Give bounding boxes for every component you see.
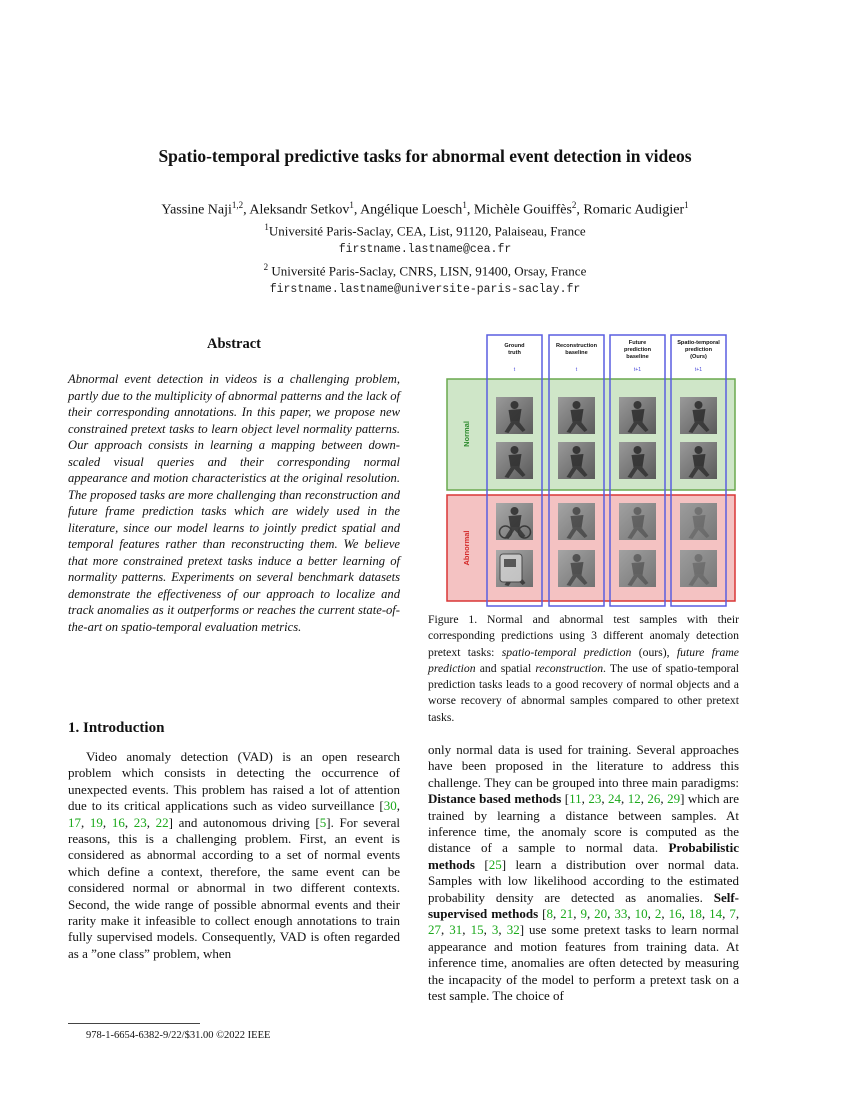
citation-link[interactable]: 15 bbox=[470, 922, 484, 938]
intro-right-column bbox=[428, 742, 739, 1005]
text-run: [ bbox=[538, 906, 547, 922]
citation-link[interactable]: 10 bbox=[634, 906, 648, 922]
column-header-label: prediction bbox=[684, 347, 713, 353]
text-run: , bbox=[621, 791, 628, 807]
author-affiliation-sup: 1 bbox=[349, 200, 354, 210]
prediction-blur-overlay bbox=[558, 503, 595, 540]
affiliation-2 bbox=[0, 262, 850, 279]
affiliation-2-text: Université Paris-Saclay, CNRS, LISN, 91400, Orsay, France bbox=[268, 263, 587, 279]
citation-link[interactable]: 16 bbox=[111, 814, 125, 830]
affiliation-1-text: Université Paris-Saclay, CEA, List, 91120, Palaiseau, France bbox=[268, 223, 586, 239]
author-affiliation-sup: 1,2 bbox=[231, 200, 244, 210]
text-run: , bbox=[701, 906, 710, 922]
column-header-label: (Ours) bbox=[690, 354, 707, 360]
text-run: , bbox=[146, 814, 156, 830]
prediction-blur-overlay bbox=[619, 550, 656, 587]
text-run: , bbox=[735, 906, 740, 922]
figure-1-graphic bbox=[444, 334, 738, 608]
text-run: , bbox=[661, 906, 669, 922]
text-run: (ours), bbox=[631, 645, 677, 659]
author-name: Michèle Gouiffès bbox=[473, 202, 572, 218]
row-label-normal: Normal bbox=[462, 421, 471, 447]
text-run: only normal data is used for training. Several approaches have been proposed in the literature to address this challenge. They can be grouped into three main paradigms: bbox=[428, 742, 739, 790]
affiliation-1-sup: 1 bbox=[264, 222, 269, 232]
italic-term: future frame prediction bbox=[428, 645, 739, 675]
column-header-label: baseline bbox=[626, 354, 649, 360]
citation-link[interactable]: 20 bbox=[594, 906, 608, 922]
copyright-footnote: 978-1-6654-6382-9/22/$31.00 ©2022 IEEE bbox=[86, 1030, 271, 1041]
citation-link[interactable]: 23 bbox=[588, 791, 602, 807]
citation-link[interactable]: 19 bbox=[89, 814, 103, 830]
text-run: [ bbox=[474, 856, 489, 872]
citation-link[interactable]: 12 bbox=[627, 791, 641, 807]
section-heading-introduction: 1. Introduction bbox=[68, 720, 165, 736]
bold-term: Self-supervised methods bbox=[428, 889, 739, 922]
text-run: ] learn a distribution over normal data. Samples with low likelihood according to the estimated probability density are detected as anomalies. bbox=[428, 856, 739, 905]
text-run: , bbox=[601, 791, 609, 807]
column-time-label: t+1 bbox=[694, 367, 703, 373]
text-run: [ bbox=[561, 791, 570, 807]
text-run: , bbox=[660, 791, 668, 807]
citation-link[interactable]: 29 bbox=[667, 791, 681, 807]
figure-1-caption bbox=[428, 612, 739, 726]
intro-paragraph-left bbox=[68, 749, 400, 962]
text-run: ]. For several reasons, this is a challenging problem. First, an event is considered as abnormal according to a set of normal events which define a context, therefore, the same event can be considered normal or abnormal in two different contexts. Second, the wide range of possible abnormal events and their rarity make it infeasible to collect enough annotations to train fully supervised models. Consequently, VAD is often regarded as a ”one class” problem, when bbox=[68, 814, 401, 961]
text-run: , bbox=[573, 906, 581, 922]
abstract-heading: Abstract bbox=[207, 336, 261, 352]
citation-link[interactable]: 24 bbox=[608, 791, 622, 807]
column-header-label: Ground bbox=[504, 343, 525, 349]
citation-link[interactable]: 7 bbox=[729, 906, 736, 922]
citation-link[interactable]: 5 bbox=[319, 814, 327, 830]
citation-link[interactable]: 31 bbox=[449, 922, 463, 938]
abstract-text: Abnormal event detection in videos is a challenging problem, partly due to the multiplicity of abnormal patterns and the lack of their corresponding annotations. In this paper, we propose new constrained pretext tasks to learn object level normality patterns. Our approach consists in learning a mapping between down-scaled visual queries and their corresponding normal appearance and motion characteristics at the original resolution. The proposed tasks are more challenging than reconstruction and future frame prediction tasks which are widely used in the literature, since our model learns to jointly predict spatial and temporal features rather than reconstructing them. We believe that more constrained pretext tasks induce a better learning of normality patterns. Experiments on several benchmark datasets demonstrate the effectiveness of our approach to localize and track anomalies as it outperforms or reaches the current state-of-the-art on spatio-temporal evaluation metrics. bbox=[68, 372, 400, 634]
prediction-blur-overlay bbox=[558, 550, 595, 587]
intro-paragraph-right bbox=[428, 742, 739, 1005]
citation-link[interactable]: 2 bbox=[654, 906, 662, 922]
citation-link[interactable]: 11 bbox=[569, 791, 582, 807]
text-run: , bbox=[462, 922, 471, 938]
citation-link[interactable]: 32 bbox=[506, 922, 520, 938]
citation-link[interactable]: 3 bbox=[491, 922, 499, 938]
citation-link[interactable]: 30 bbox=[383, 798, 397, 814]
citation-link[interactable]: 21 bbox=[560, 906, 574, 922]
text-run: and spatial bbox=[475, 661, 536, 675]
author-affiliation-sup: 2 bbox=[571, 200, 577, 210]
text-run: Figure 1. Normal and abnormal test samples with their corresponding predictions using 3 different anomaly detection pretext tasks: bbox=[428, 613, 739, 659]
citation-link[interactable]: 27 bbox=[428, 922, 441, 938]
citation-link[interactable]: 26 bbox=[647, 791, 661, 807]
text-run: , bbox=[498, 922, 507, 938]
email-1: firstname.lastname@cea.fr bbox=[338, 243, 512, 256]
column-header-label: Spatio-temporal bbox=[677, 340, 720, 346]
italic-term: spatio-temporal prediction bbox=[501, 645, 632, 659]
figure-1 bbox=[444, 334, 738, 608]
text-run: Video anomaly detection (VAD) is an open research problem which consists in detecting the occurrence of unexpected events. This problem has raised a lot of attention due to its critical applications such as video surveillance [ bbox=[68, 749, 400, 814]
text-run: ] which are trained by learning a distance between samples. At inference time, the anomaly score is computed as the distance of a sample to normal data. bbox=[428, 791, 739, 856]
text-run: . The use of spatio-temporal prediction tasks leads to a good recovery of normal objects and a worse recovery of abnormal samples compared to other pretext tasks. bbox=[428, 661, 740, 724]
italic-term: reconstruction bbox=[535, 661, 604, 675]
author-name: Yassine Naji bbox=[161, 202, 232, 218]
citation-link[interactable]: 16 bbox=[668, 906, 682, 922]
citation-link[interactable]: 23 bbox=[133, 814, 147, 830]
citation-link[interactable]: 18 bbox=[688, 906, 702, 922]
row-label-abnormal: Abnormal bbox=[462, 530, 471, 566]
author-name: Aleksandr Setkov bbox=[249, 202, 350, 218]
text-run: , bbox=[396, 798, 400, 814]
column-header-label: prediction bbox=[623, 347, 652, 353]
bold-term: Distance based methods bbox=[428, 791, 562, 807]
person-silhouette bbox=[500, 554, 526, 586]
bold-term: Probabilistic methods bbox=[428, 840, 739, 872]
column-header-label: Reconstruction bbox=[555, 343, 598, 349]
text-run: , bbox=[681, 906, 689, 922]
prediction-blur-overlay bbox=[680, 503, 717, 540]
column-time-label: t bbox=[513, 367, 516, 373]
citation-link[interactable]: 9 bbox=[580, 906, 587, 922]
affiliation-1 bbox=[0, 222, 850, 239]
affiliation-2-sup: 2 bbox=[263, 262, 269, 272]
intro-left-column bbox=[68, 749, 400, 962]
citation-link[interactable]: 33 bbox=[614, 906, 628, 922]
paper-title: Spatio-temporal predictive tasks for abnormal event detection in videos bbox=[158, 146, 692, 166]
author-name: Angélique Loesch bbox=[360, 202, 463, 218]
column-header-label: truth bbox=[508, 350, 521, 356]
column-header-label: baseline bbox=[565, 350, 588, 356]
text-run: , bbox=[647, 906, 655, 922]
text-run: , bbox=[81, 814, 90, 830]
text-run: , bbox=[722, 906, 730, 922]
text-run: , bbox=[441, 922, 450, 938]
column-time-label: t bbox=[575, 367, 578, 373]
author-affiliation-sup: 1 bbox=[684, 200, 689, 210]
citation-link[interactable]: 22 bbox=[155, 814, 169, 830]
text-run: , bbox=[627, 906, 635, 922]
text-run: , bbox=[124, 814, 134, 830]
text-run: , bbox=[102, 814, 112, 830]
prediction-blur-overlay bbox=[619, 503, 656, 540]
text-run: , bbox=[607, 906, 615, 922]
text-run: ] use some pretext tasks to learn normal appearance and motion features from training data. At inference time, anomalies are often detected by measuring the incapacity of the model to perform a pretext task on a test sample. The choice of bbox=[428, 922, 740, 1004]
text-run: , bbox=[586, 906, 595, 922]
citation-link[interactable]: 8 bbox=[546, 906, 553, 922]
column-time-label: t+1 bbox=[633, 367, 642, 373]
footnote-rule bbox=[68, 1023, 200, 1024]
prediction-blur-overlay bbox=[680, 550, 717, 587]
citation-link[interactable]: 14 bbox=[709, 906, 723, 922]
column-header-label: Future bbox=[628, 340, 647, 346]
citation-link[interactable]: 25 bbox=[488, 856, 502, 872]
text-run: ] and autonomous driving [ bbox=[168, 814, 320, 830]
author-name: Romaric Audigier bbox=[583, 202, 685, 218]
email-2: firstname.lastname@universite-paris-saclay.fr bbox=[269, 283, 581, 296]
text-run: , bbox=[640, 791, 648, 807]
author-affiliation-sup: 1 bbox=[462, 200, 467, 210]
text-run: , bbox=[552, 906, 561, 922]
text-run: , bbox=[581, 791, 589, 807]
author-list: Yassine Naji$^{1,2}$, Aleksandr Setkov$^1$, Angélique Loesch$^1$, Michèle Gouiffès$^2$, Romaric Audigier$^1$ bbox=[161, 200, 689, 218]
text-run: , bbox=[483, 922, 492, 938]
citation-link[interactable]: 17 bbox=[68, 814, 81, 830]
